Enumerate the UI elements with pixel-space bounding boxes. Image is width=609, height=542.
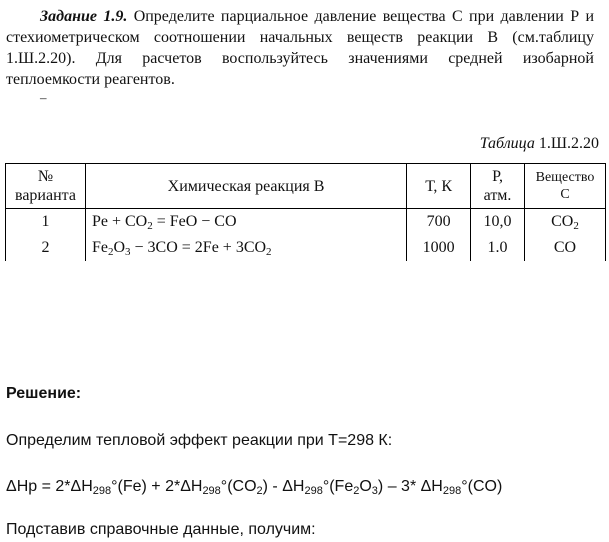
cell-substance: CO xyxy=(525,235,606,261)
cell-variant: 1 xyxy=(6,209,86,236)
cell-variant: 2 xyxy=(6,235,86,261)
header-substance: Вещество С xyxy=(525,164,606,209)
dash-mark: – xyxy=(40,90,47,105)
cell-pressure: 10,0 xyxy=(471,209,525,236)
cell-temperature: 700 xyxy=(407,209,471,236)
header-temperature: Т, К xyxy=(407,164,471,209)
cell-substance: $CO_2$ xyxy=(525,209,606,236)
solution-line-3: Подставив справочные данные, получим: xyxy=(6,521,316,538)
table-row xyxy=(6,235,606,261)
task-label: Задание 1.9. xyxy=(40,8,128,25)
table-caption-number: 1.Ш.2.20 xyxy=(538,135,599,152)
cell-pressure: 1.0 xyxy=(471,235,525,261)
cell-reaction: $Pe + CO_2$ = FeO − CO xyxy=(85,209,406,236)
reaction-table xyxy=(5,163,606,261)
table-caption-word: Таблица xyxy=(479,135,535,152)
enthalpy-formula: $\Delta Hр = 2*\Delta H_{298}^\circ(Fe) + 2*\Delta H_{298}^\circ(CO_2) - \Delta H_{298}^\circ(Fe_2O_3) - 3*$ $\Delta H_{298}^\circ(CO)$ xyxy=(6,478,503,497)
cell-reaction: $Fe_2O_3 - 3CO = 2Fe + 3CO_2$ xyxy=(85,235,406,261)
header-pressure: Р, атм. xyxy=(471,164,525,209)
task-statement xyxy=(6,6,594,90)
solution-heading: Решение: xyxy=(6,385,82,402)
solution-line-1: Определим тепловой эффект реакции при Т=298 К: xyxy=(6,432,393,449)
task-text: Определите парциальное давление вещества С при давлении Р и стехиометрическом соотношении начальных веществ реакции В (см.таблицу 1.Ш.2.20). Для расчетов воспользуйтесь значениями средней изобарной теплоемкости реагентов. xyxy=(6,8,595,88)
cell-temperature: 1000 xyxy=(407,235,471,261)
table-header-row xyxy=(6,164,606,209)
table-caption xyxy=(480,135,599,153)
table-row xyxy=(6,209,606,236)
header-variant: № варианта xyxy=(6,164,86,209)
header-reaction: Химическая реакция В xyxy=(85,164,406,209)
